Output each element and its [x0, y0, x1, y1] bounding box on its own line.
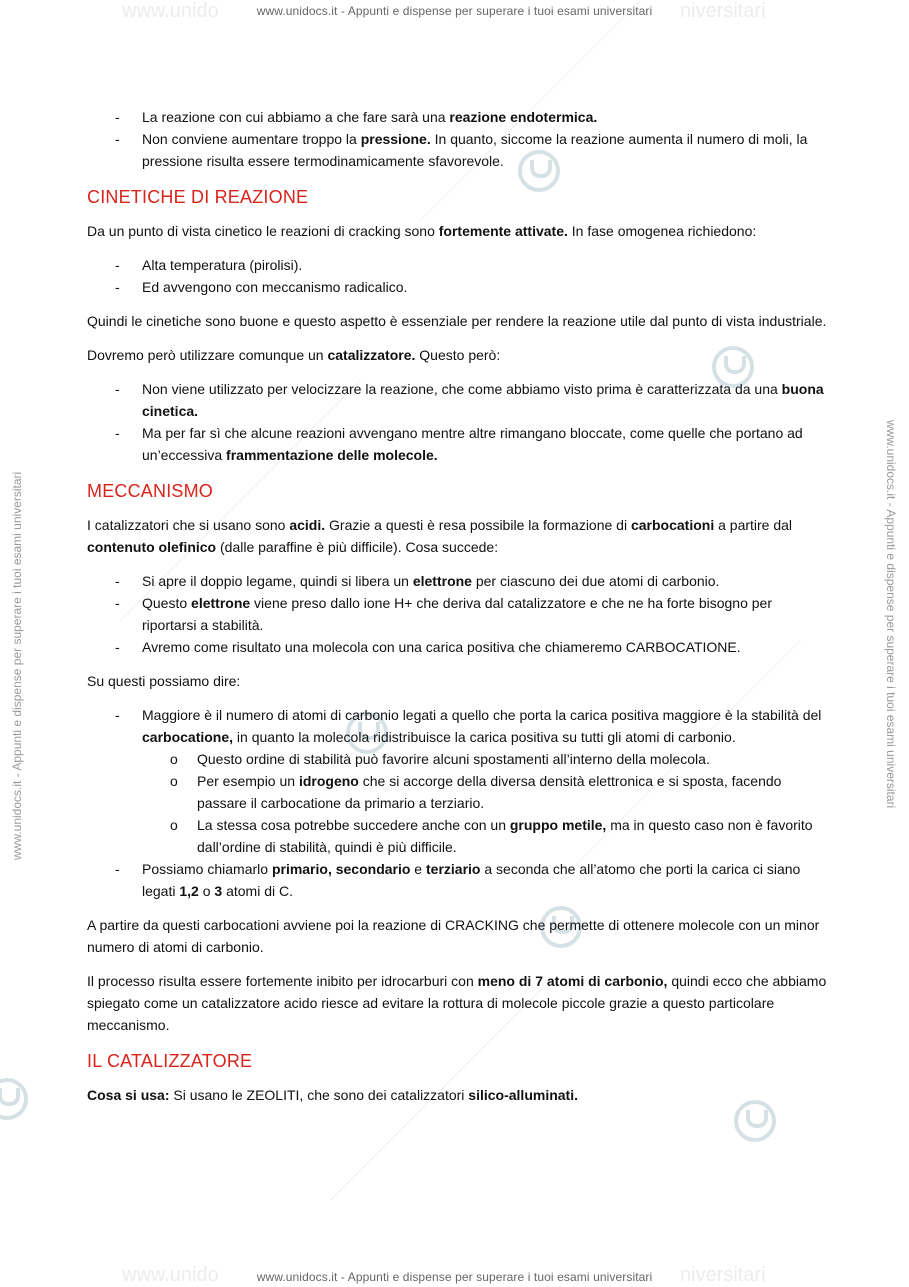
sub-list-item: o La stessa cosa potrebbe succedere anche con un gruppo metile, ma in questo caso non è favorito dall’ordine di stabilità, quindi è più difficile.	[142, 814, 827, 858]
paragraph: A partire da questi carbocationi avviene poi la reazione di CRACKING che permette di ottenere molecole con un minor numero di atomi di carbonio.	[87, 917, 820, 955]
watermark-header: www.unidocs.it - Appunti e dispense per superare i tuoi esami universitari	[256, 4, 653, 18]
section-heading-cinetiche: CINETICHE DI REAZIONE	[87, 187, 309, 207]
list-item: - Possiamo chiamarlo primario, secondario e terziario a seconda che all’atomo che porti la carica ci siano legati 1,2 o 3 atomi di C.	[87, 858, 827, 902]
catalyst-purpose-list	[87, 378, 827, 466]
list-item: - Non conviene aumentare troppo la pressione. In quanto, siccome la reazione aumenta il numero di moli, la pressione risulta essere termodinamicamente sfavorevole.	[87, 128, 827, 172]
watermark-side-left: www.unidocs.it - Appunti e dispense per superare i tuoi esami universitari	[10, 471, 24, 860]
list-item: - Ed avvengono con meccanismo radicalico.	[87, 276, 827, 298]
sub-list-item: o Per esempio un idrogeno che si accorge della diversa densità elettronica e si sposta, facendo passare il carbocatione da primario a terziario.	[142, 770, 827, 814]
watermark-ghost-bottom-left: www.unido	[122, 1264, 219, 1286]
paragraph: I catalizzatori che si usano sono acidi. Grazie a questi è resa possibile la formazione di carbocationi a partire dal contenuto olefinico (dalle paraffine è più difficile). Cosa succede:	[87, 517, 793, 555]
paragraph: Il processo risulta essere fortemente inibito per idrocarburi con meno di 7 atomi di carbonio, quindi ecco che abbiamo spiegato come un catalizzatore acido riesce ad evitare la rottura di molecole piccole grazie a questo particolare meccanismo.	[87, 973, 827, 1033]
watermark-side-right: www.unidocs.it - Appunti e dispense per superare i tuoi esami universitari	[884, 420, 898, 809]
list-item: - Ma per far sì che alcune reazioni avvengano mentre altre rimangano bloccate, come quelle che portano ad un’eccessiva frammentazione delle molecole.	[87, 422, 827, 466]
list-item: - Questo elettrone viene preso dallo ione H+ che deriva dal catalizzatore e che ne ha forte bisogno per riportarsi a stabilità.	[87, 592, 827, 636]
sub-list	[142, 748, 827, 858]
watermark-footer: www.unidocs.it - Appunti e dispense per superare i tuoi esami universitari	[256, 1270, 653, 1284]
list-item: - Si apre il doppio legame, quindi si libera un elettrone per ciascuno dei due atomi di carbonio.	[87, 570, 827, 592]
list-item: - Non viene utilizzato per velocizzare la reazione, che come abbiamo visto prima è caratterizzata da una buona cinetica.	[87, 378, 827, 422]
unidocs-logo-icon	[0, 1078, 28, 1120]
paragraph: Cosa si usa: Si usano le ZEOLITI, che sono dei catalizzatori silico-alluminati.	[87, 1087, 578, 1103]
watermark-ghost-top-left: www.unido	[122, 0, 219, 22]
sub-list-item: o Questo ordine di stabilità può favorire alcuni spostamenti all’interno della molecola.	[142, 748, 827, 770]
carbocation-list	[87, 704, 827, 902]
paragraph: Su questi possiamo dire:	[87, 673, 241, 689]
paragraph: Dovremo però utilizzare comunque un catalizzatore. Questo però:	[87, 347, 501, 363]
list-item: - La reazione con cui abbiamo a che fare sarà una reazione endotermica.	[87, 106, 827, 128]
list-item: - Avremo come risultato una molecola con una carica positiva che chiameremo CARBOCATIONE.	[87, 636, 827, 658]
paragraph: Da un punto di vista cinetico le reazioni di cracking sono fortemente attivate. In fase omogenea richiedono:	[87, 223, 757, 239]
paragraph: Quindi le cinetiche sono buone e questo aspetto è essenziale per rendere la reazione utile dal punto di vista industriale.	[87, 313, 827, 329]
list-item: - Alta temperatura (pirolisi).	[87, 254, 827, 276]
watermark-ghost-bottom-right: niversitari	[680, 1264, 766, 1286]
watermark-ghost-top-right: niversitari	[680, 0, 766, 22]
requirements-list	[87, 254, 827, 298]
section-heading-catalizzatore: IL CATALIZZATORE	[87, 1051, 253, 1071]
list-item: - Maggiore è il numero di atomi di carbonio legati a quello che porta la carica positiva maggiore è la stabilità del carbocatione, in quanto la molecola ridistribuisce la carica positiva su tutti gli atomi di carbonio. o Questo ordine di stabilità può favorire alcuni spostamenti all’interno della molecola. o Per esempio un idrogeno che si accorge della diversa densità elettronica e si sposta, facendo passare il carbocatione da primario a terziario. o La stessa cosa potrebbe succedere anche con un gruppo metile, ma in questo caso non è favorito dall’ordine di stabilità, quindi è più difficile.	[87, 704, 827, 858]
intro-list	[87, 106, 827, 172]
mechanism-steps-list	[87, 570, 827, 658]
section-heading-meccanismo: MECCANISMO	[87, 481, 214, 501]
document-body	[87, 106, 827, 1118]
